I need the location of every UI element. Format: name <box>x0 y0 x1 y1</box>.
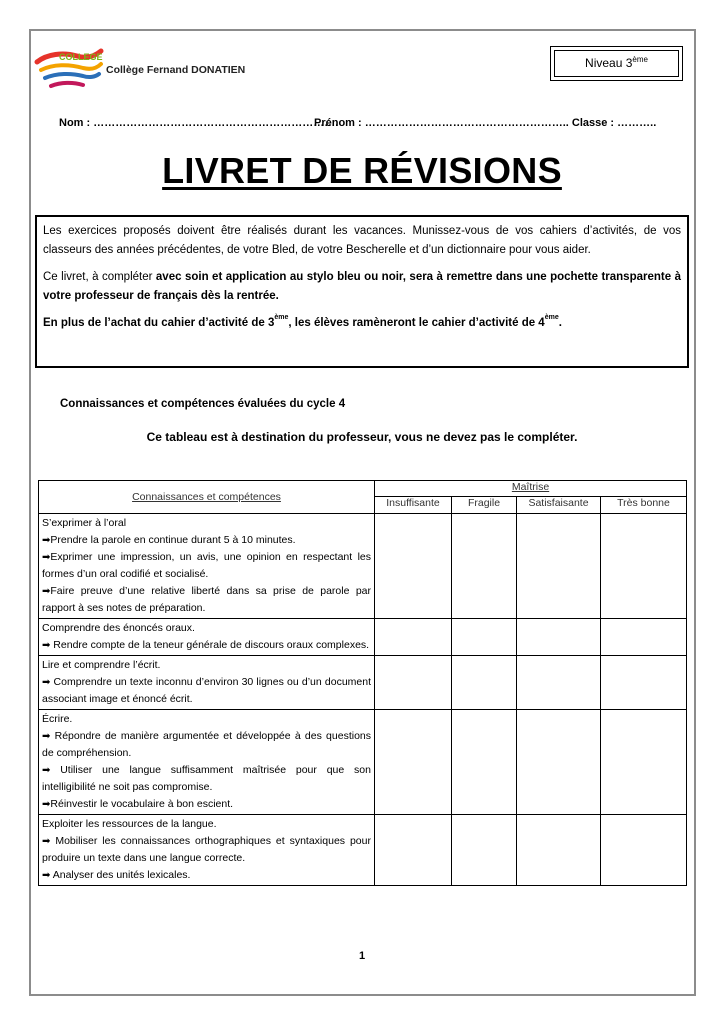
assessment-cell <box>452 514 517 619</box>
skill-item: ➡ Répondre de manière argumentée et développée à des questions de compréhension. <box>42 730 371 759</box>
skill-item: ➡Exprimer une impression, un avis, une opinion en respectant les formes d’un oral codifié et socialisé. <box>42 551 371 580</box>
arrow-right-icon: ➡ <box>42 799 51 810</box>
skill-item: ➡Réinvestir le vocabulaire à bon escient. <box>42 798 234 810</box>
skill-item: ➡Prendre la parole en continue durant 5 à 10 minutes. <box>42 534 296 546</box>
assessment-cell <box>517 710 601 815</box>
skill-item: ➡ Mobiliser les connaissances orthographiques et syntaxiques pour produire un texte dans une langue correcte. <box>42 835 371 864</box>
assessment-cell <box>375 514 452 619</box>
svg-text:COLLEGE: COLLEGE <box>59 52 103 62</box>
section-heading: Connaissances et compétences évaluées du cycle 4 <box>60 398 346 410</box>
header-level-insuffisante: Insuffisante <box>375 497 452 514</box>
assessment-cell <box>452 656 517 710</box>
arrow-right-icon: ➡ <box>42 870 51 881</box>
nom-field: Nom : …………………………………………………………. <box>59 117 339 129</box>
table-row <box>39 514 687 619</box>
assessment-cell <box>601 656 687 710</box>
arrow-right-icon: ➡ <box>42 731 51 742</box>
intro-paragraph-1: Les exercices proposés doivent être réalisés durant les vacances. Munissez-vous de vos cahiers d’activités, de vos classeurs des années précédentes, de votre Bled, de votre Bescherelle et d’un dictionnaire pour vous aider. <box>43 225 681 256</box>
assessment-cell <box>601 710 687 815</box>
assessment-cell <box>517 514 601 619</box>
skill-item: ➡ Rendre compte de la teneur générale de discours oraux complexes. <box>42 639 370 651</box>
assessment-cell <box>517 619 601 656</box>
table-row <box>39 656 687 710</box>
level-label: Niveau 3ème <box>585 55 648 70</box>
assessment-cell <box>375 656 452 710</box>
table-row <box>39 710 687 815</box>
skill-item: ➡Faire preuve d’une relative liberté dans sa prise de parole par rapport à ses notes de préparation. <box>42 585 371 614</box>
skill-title: Écrire. <box>42 713 73 725</box>
arrow-right-icon: ➡ <box>42 677 51 688</box>
assessment-cell <box>601 514 687 619</box>
assessment-cell <box>517 656 601 710</box>
prenom-classe-field: Prénom : ……………………………………………….. Classe : ……….. <box>314 117 657 129</box>
arrow-right-icon: ➡ <box>42 765 51 776</box>
intro-paragraph-2: Ce livret, à compléter avec soin et application au stylo bleu ou noir, sera à remettre dans une pochette transparente à votre professeur de français dès la rentrée. <box>43 271 681 302</box>
skill-title: Lire et comprendre l’écrit. <box>42 659 161 671</box>
skill-cell <box>39 656 375 710</box>
skill-item: ➡ Utiliser une langue suffisamment maîtrisée pour que son intelligibilité ne soit pas compromise. <box>42 764 371 793</box>
intro-paragraph-3: En plus de l’achat du cahier d’activité de 3ème, les élèves ramèneront le cahier d’activité de 4ème. <box>43 314 562 329</box>
intro-box <box>35 215 689 368</box>
assessment-cell <box>375 710 452 815</box>
skill-cell <box>39 619 375 656</box>
arrow-right-icon: ➡ <box>42 640 51 651</box>
skill-title: Comprendre des énoncés oraux. <box>42 622 195 634</box>
header-level-satisfaisante: Satisfaisante <box>517 497 601 514</box>
skill-title: Exploiter les ressources de la langue. <box>42 818 217 830</box>
skill-cell <box>39 514 375 619</box>
assessment-cell <box>375 619 452 656</box>
assessment-cell <box>601 815 687 886</box>
header-competences: Connaissances et compétences <box>39 481 375 514</box>
skill-title: S’exprimer à l’oral <box>42 517 127 529</box>
table-row <box>39 815 687 886</box>
page-title: LIVRET DE RÉVISIONS <box>162 150 562 191</box>
header-level-tres-bonne: Très bonne <box>601 497 687 514</box>
assessment-cell <box>375 815 452 886</box>
header-level-fragile: Fragile <box>452 497 517 514</box>
table-note: Ce tableau est à destination du professeur, vous ne devez pas le compléter. <box>146 430 578 444</box>
arrow-right-icon: ➡ <box>42 586 51 597</box>
arrow-right-icon: ➡ <box>42 836 51 847</box>
page-number: 1 <box>358 950 366 962</box>
table-row <box>39 619 687 656</box>
college-logo <box>33 42 105 94</box>
assessment-cell <box>517 815 601 886</box>
skill-cell <box>39 815 375 886</box>
skills-table <box>38 480 687 886</box>
assessment-cell <box>601 619 687 656</box>
arrow-right-icon: ➡ <box>42 552 51 563</box>
school-name: Collège Fernand DONATIEN <box>106 64 246 76</box>
assessment-cell <box>452 815 517 886</box>
skill-cell <box>39 710 375 815</box>
skill-item: ➡ Analyser des unités lexicales. <box>42 869 191 881</box>
arrow-right-icon: ➡ <box>42 535 51 546</box>
assessment-cell <box>452 619 517 656</box>
assessment-cell <box>452 710 517 815</box>
header-maitrise: Maîtrise <box>375 481 687 497</box>
skill-item: ➡ Comprendre un texte inconnu d’environ 30 lignes ou d’un document associant image et énoncé écrit. <box>42 676 371 705</box>
level-box <box>550 46 683 81</box>
